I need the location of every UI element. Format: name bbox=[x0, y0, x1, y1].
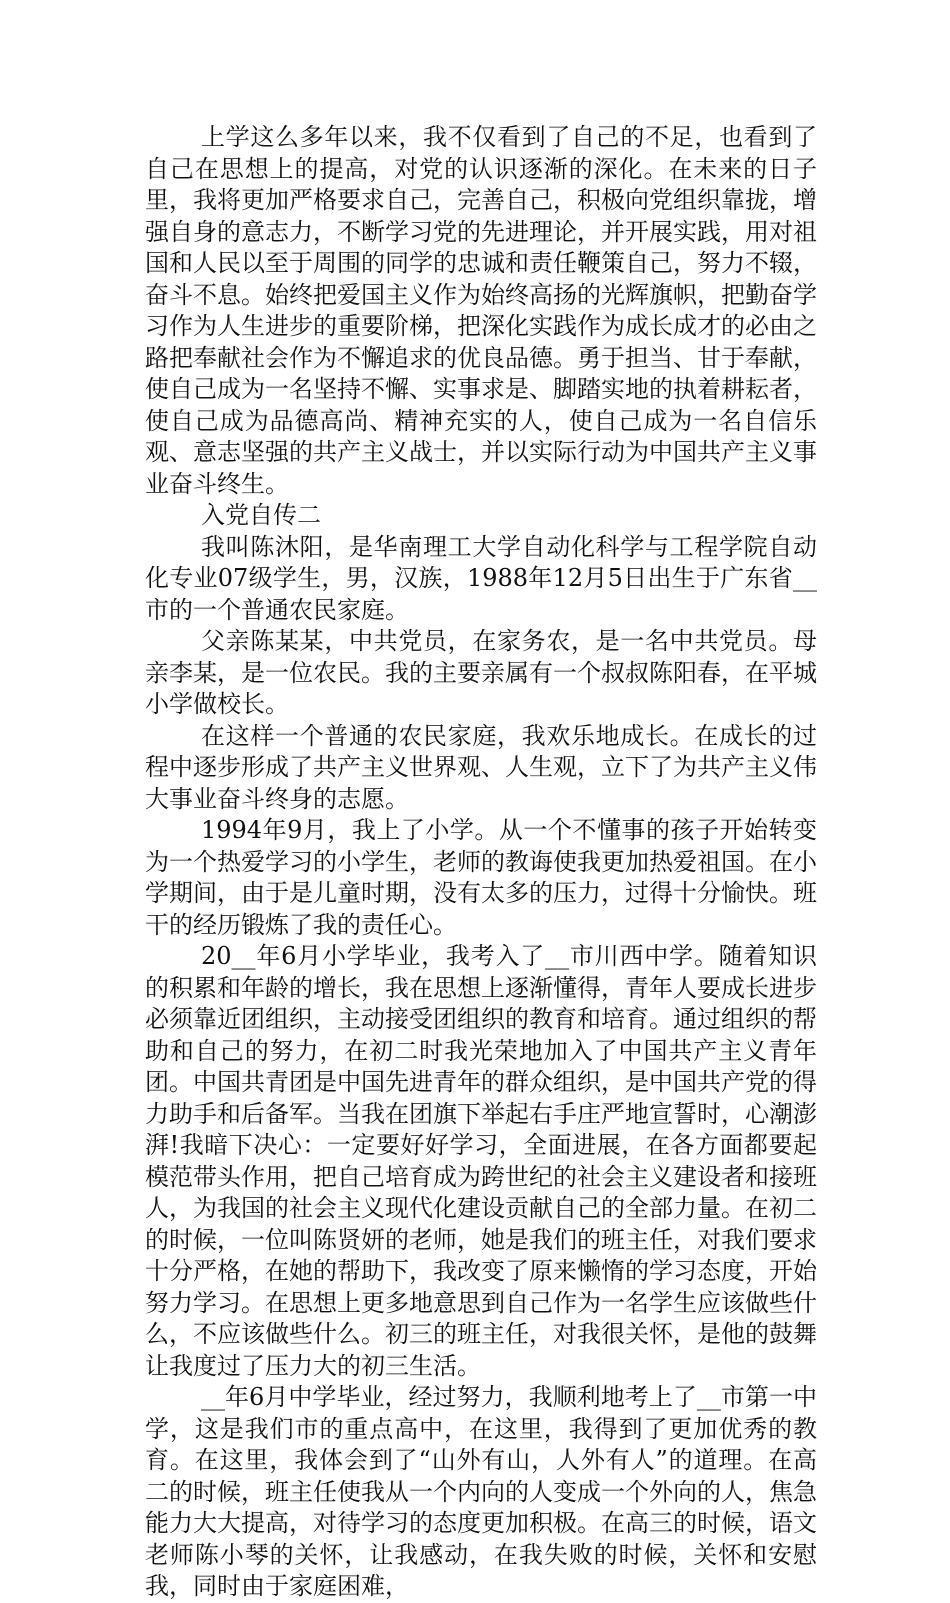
paragraph-primary-school: 1994年9月，我上了小学。从一个不懂事的孩子开始转变为一个热爱学习的小学生，老师的教诲使我更加热爱祖国。在小学期间，由于是儿童时期，没有太多的压力，过得十分愉快。班干的经历锻炼了我的责任心。 bbox=[145, 816, 817, 939]
paragraph-middle-school: 20__年6月小学毕业，我考入了__市川西中学。随着知识的积累和年龄的增长，我在思想上逐渐懂得，青年人要成长进步必须靠近团组织，主动接受团组织的教育和培育。通过组织的帮助和自己的努力，在初二时我光荣地加入了中国共产主义青年团。中国共青团是中国先进青年的群众组织，是中国共产党的得力助手和后备军。当我在团旗下举起右手庄严地宣誓时，心潮澎湃!我暗下决心：一定要好好学习，全面进展，在各方面都要起模范带头作用，把自己培育成为跨世纪的社会主义建设者和接班人，为我国的社会主义现代化建设贡献自己的全部力量。在初二的时候，一位叫陈贤妍的老师，她是我们的班主任，对我们要求十分严格，在她的帮助下，我改变了原来懒惰的学习态度，开始努力学习。在思想上更多地意思到自己作为一名学生应该做些什么，不应该做些什么。初三的班主任，对我很关怀，是他的鼓舞让我度过了压力大的初三生活。 bbox=[145, 942, 817, 1380]
paragraph-high-school: __年6月中学毕业，经过努力，我顺利地考上了__市第一中学，这是我们市的重点高中，在这里，我得到了更加优秀的教育。在这里，我体会到了“山外有山，人外有人”的道理。在高二的时候，班主任使我从一个内向的人变成一个外向的人，焦急能力大大提高，对待学习的态度更加积极。在高三的时候，语文老师陈小琴的关怀，让我感动，在我失败的时候，关怀和安慰我，同时由于家庭困难， bbox=[145, 1383, 817, 1600]
section-heading: 入党自传二 bbox=[201, 501, 321, 529]
paragraph-introduction: 我叫陈沐阳，是华南理工大学自动化科学与工程学院自动化专业07级学生，男，汉族，1988年12月5日出生于广东省__市的一个普通农民家庭。 bbox=[145, 532, 817, 624]
document-body bbox=[145, 122, 817, 1603]
paragraph-conclusion: 上学这么多年以来，我不仅看到了自己的不足，也看到了自己在思想上的提高，对党的认识逐渐的深化。在未来的日子里，我将更加严格要求自己，完善自己，积极向党组织靠拢，增强自身的意志力，不断学习党的先进理论，并开展实践，用对祖国和人民以至于周围的同学的忠诚和责任鞭策自己，努力不辍，奋斗不息。始终把爱国主义作为始终高扬的光辉旗帜，把勤奋学习作为人生进步的重要阶梯，把深化实践作为成长成才的必由之路把奉献社会作为不懈追求的优良品德。勇于担当、甘于奉献，使自己成为一名坚持不懈、实事求是、脚踏实地的执着耕耘者，使自己成为品德高尚、精神充实的人，使自己成为一名自信乐观、意志坚强的共产主义战士，并以实际行动为中国共产主义事业奋斗终生。 bbox=[145, 123, 817, 498]
paragraph-family: 父亲陈某某，中共党员，在家务农，是一名中共党员。母亲李某，是一位农民。我的主要亲属有一个叔叔陈阳春，在平城小学做校长。 bbox=[145, 627, 817, 718]
paragraph-upbringing: 在这样一个普通的农民家庭，我欢乐地成长。在成长的过程中逐步形成了共产主义世界观、人生观，立下了为共产主义伟大事业奋斗终身的志愿。 bbox=[145, 721, 817, 813]
